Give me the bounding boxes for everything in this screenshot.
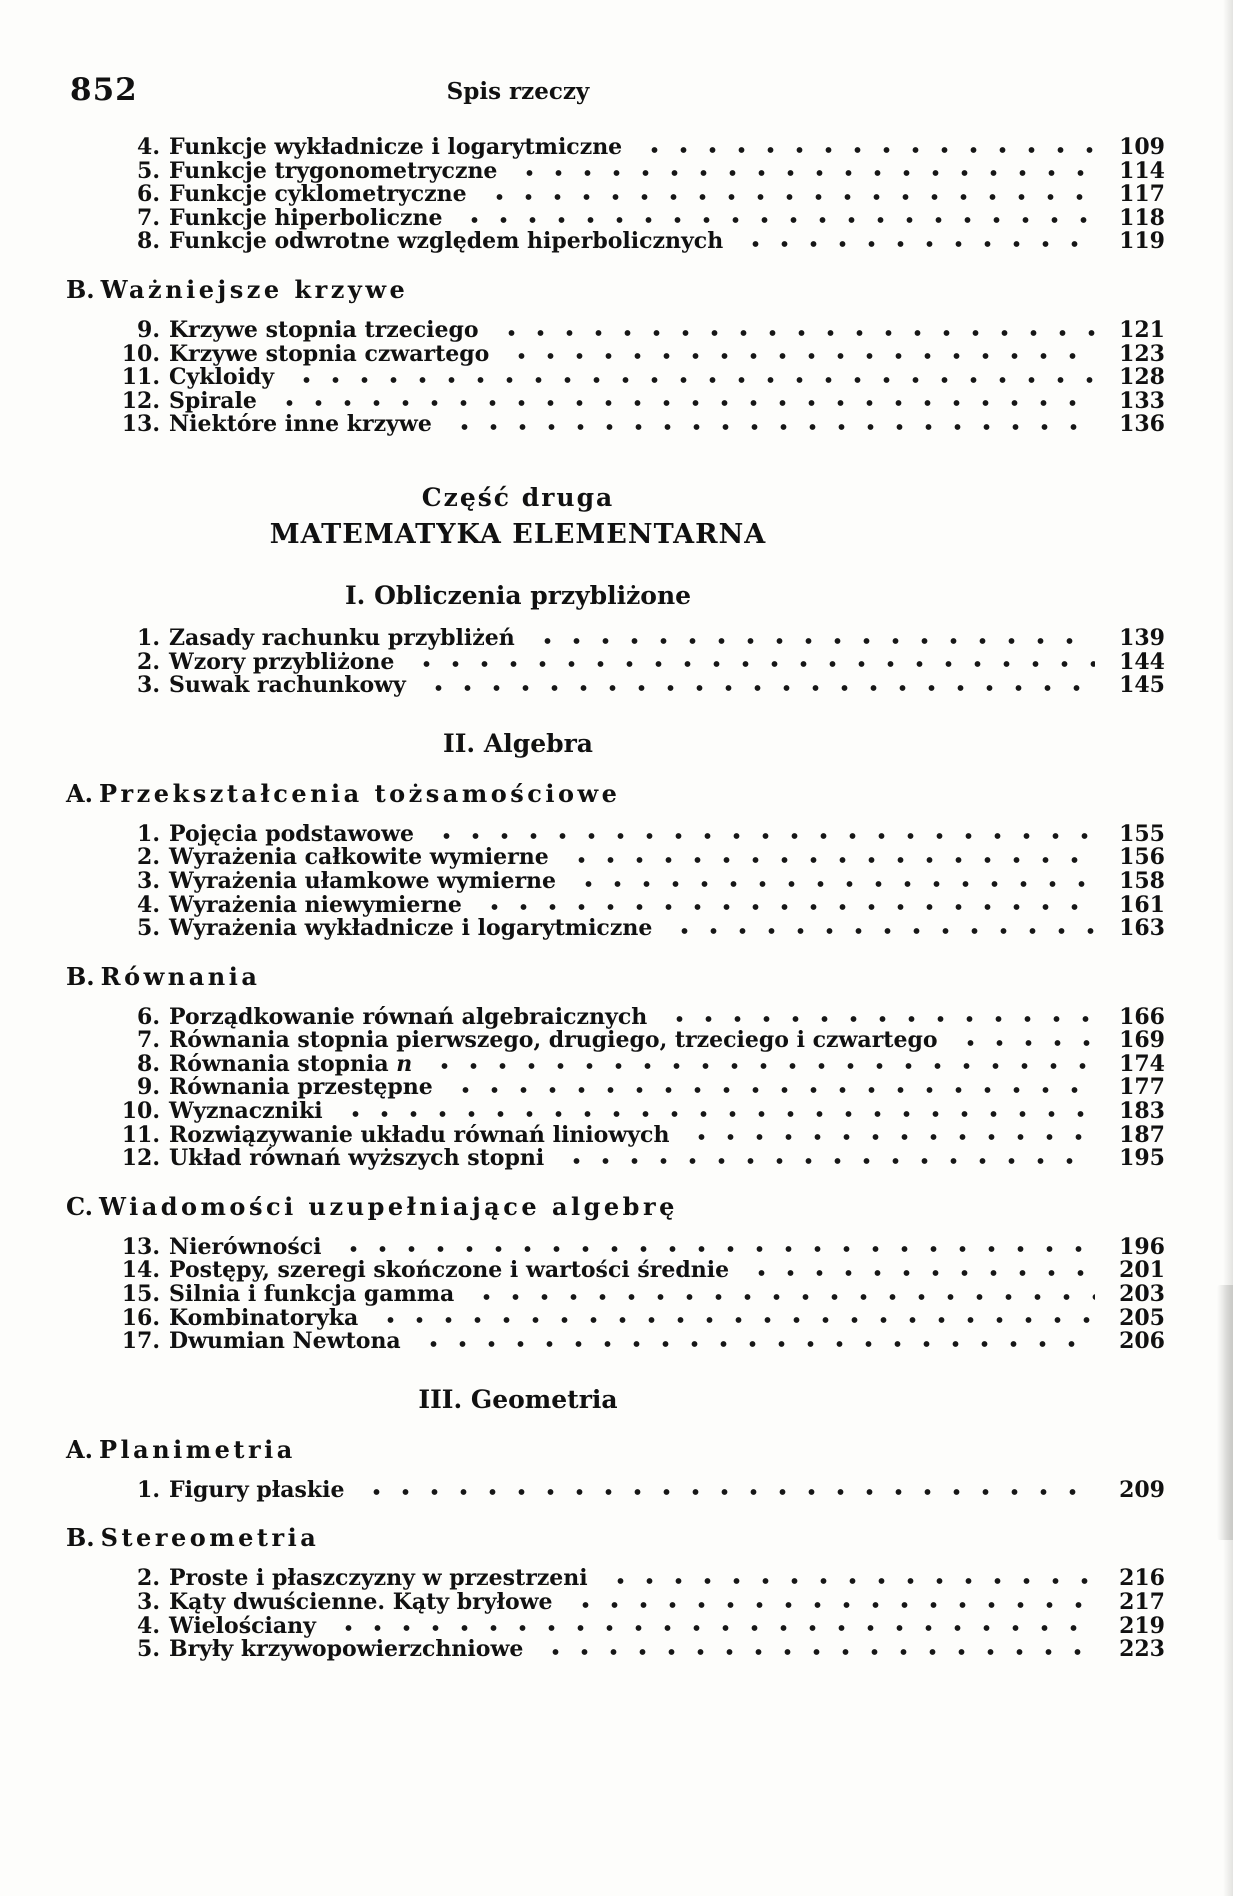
toc-entry-number: 1.	[137, 820, 160, 847]
toc-entry-title: Wielościany	[169, 1612, 316, 1639]
toc-entry-number: 5.	[137, 157, 160, 184]
toc-entry-number: 11.	[121, 364, 160, 391]
toc-entry-page: 166	[1119, 1003, 1165, 1030]
running-header: Spis rzeczy	[446, 78, 590, 105]
dot-leader	[638, 142, 1095, 156]
toc-entry-title: Proste i płaszczyzny w przestrzeni	[169, 1565, 588, 1592]
toc-entry-page: 206	[1119, 1328, 1165, 1355]
dot-leader	[495, 325, 1095, 339]
dot-leader	[604, 1573, 1095, 1587]
dot-leader	[685, 1129, 1095, 1143]
toc-entry-number: 1.	[137, 624, 160, 651]
dot-leader	[410, 656, 1095, 670]
toc-entry-title: Silnia i funkcja gamma	[169, 1281, 455, 1308]
toc-entry-title: Bryły krzywopowierzchniowe	[169, 1636, 524, 1663]
toc-section-title: Równania	[100, 961, 261, 991]
dot-leader	[360, 1484, 1095, 1498]
toc-part-subtitle: Część druga	[421, 482, 615, 512]
toc-entry-title: Równania stopnia pierwszego, drugiego, trzeciego i czwartego	[169, 1027, 938, 1054]
toc-entry-page: 123	[1119, 340, 1165, 367]
toc-entry-number: 6.	[137, 181, 160, 208]
toc-entry	[68, 820, 1165, 847]
toc-entry-page: 203	[1119, 1281, 1165, 1308]
dot-leader	[430, 828, 1095, 842]
toc-entry-number: 10.	[121, 1098, 160, 1125]
toc-entry	[68, 674, 1165, 698]
toc-entry-title: Układ równań wyższych stopni	[169, 1145, 545, 1172]
toc-entry-number: 1.	[137, 1476, 160, 1503]
toc-entry-page: 195	[1119, 1145, 1165, 1172]
toc-section-title: Planimetria	[98, 1434, 296, 1464]
toc-entry-title: Porządkowanie równań algebraicznych	[169, 1003, 648, 1030]
toc-entry-number: 7.	[137, 1027, 160, 1054]
dot-leader	[531, 633, 1095, 647]
toc-section-heading	[66, 1192, 1165, 1221]
dot-leader	[470, 1289, 1095, 1303]
toc-entry	[68, 1050, 1165, 1077]
toc-entry-number: 4.	[137, 134, 160, 160]
toc-entry-page: 183	[1119, 1098, 1165, 1125]
toc-entry	[68, 648, 1165, 675]
toc-entry-title: Funkcje hiperboliczne	[169, 204, 443, 231]
toc-section-label: C.	[66, 1191, 94, 1221]
toc-entry-page: 145	[1119, 672, 1165, 699]
dot-leader	[478, 899, 1095, 913]
toc-entry-title: Krzywe stopnia trzeciego	[169, 316, 479, 343]
toc-section-label: B.	[66, 274, 95, 304]
toc-entry-number: 12.	[121, 1145, 160, 1172]
toc-entry	[68, 1591, 1165, 1615]
toc-entry	[68, 1283, 1165, 1307]
toc-entry-page: 158	[1119, 867, 1165, 894]
toc-entry-number: 3.	[137, 672, 160, 699]
toc-entry	[68, 917, 1165, 941]
dot-leader	[332, 1620, 1095, 1634]
toc-entry-title: Nierówności	[169, 1233, 322, 1260]
toc-entry	[68, 1233, 1165, 1260]
toc-entry	[68, 1476, 1165, 1503]
toc-section-title: Stereometria	[100, 1523, 320, 1553]
dot-leader	[539, 1644, 1095, 1658]
toc-part-heading	[68, 483, 968, 550]
toc-entry	[68, 366, 1165, 390]
toc-section-heading	[66, 275, 1165, 304]
toc-entry-number: 10.	[121, 340, 160, 367]
toc-section-label: A.	[66, 778, 93, 808]
toc-entry-page: 219	[1119, 1612, 1165, 1639]
dot-leader	[273, 395, 1095, 409]
dot-leader	[663, 1011, 1095, 1025]
toc-entry-page: 114	[1119, 157, 1165, 184]
dot-leader	[954, 1035, 1096, 1049]
dot-leader	[422, 680, 1095, 694]
page-content	[68, 72, 1165, 1662]
toc-entry	[68, 1003, 1165, 1030]
toc-entry-number: 2.	[137, 1565, 160, 1592]
toc-entry-number: 16.	[121, 1304, 160, 1331]
toc-entry-number: 17.	[121, 1328, 160, 1355]
scan-edge-shadow	[1223, 0, 1233, 1896]
toc-entry-number: 15.	[121, 1281, 160, 1308]
toc-entry	[68, 316, 1165, 343]
dot-leader	[417, 1336, 1095, 1350]
toc-entry-page: 217	[1119, 1589, 1165, 1615]
toc-entry-page: 187	[1119, 1121, 1165, 1148]
scan-shadow-band	[1217, 1285, 1233, 1540]
toc-entry-number: 2.	[137, 844, 160, 871]
toc-part-title: MATEMATYKA ELEMENTARNA	[269, 518, 767, 550]
toc-entry-page: 156	[1119, 844, 1165, 871]
toc-entry	[68, 157, 1165, 184]
dot-leader	[458, 212, 1095, 226]
toc-section-label: B.	[66, 1523, 95, 1553]
toc-section-title: Przekształcenia tożsamościowe	[98, 778, 621, 808]
page-header	[68, 72, 1165, 106]
toc-entry-number: 14.	[121, 1257, 160, 1284]
dot-leader	[337, 1241, 1095, 1255]
toc-entry-title: Dwumian Newtona	[169, 1328, 401, 1355]
dot-leader	[739, 236, 1095, 250]
toc-entry-title: Funkcje trygonometryczne	[169, 157, 498, 184]
toc-entry-title: Wyznaczniki	[169, 1098, 323, 1125]
toc-entry-title: Funkcje wykładnicze i logarytmiczne	[169, 134, 623, 160]
toc-entry	[68, 1612, 1165, 1639]
toc-entry-title: Pojęcia podstawowe	[169, 820, 415, 847]
toc-entry	[68, 1076, 1165, 1100]
toc-entry-number: 9.	[137, 1074, 160, 1101]
toc-chapter-heading: I. Obliczenia przybliżone	[344, 580, 692, 610]
toc-entry	[68, 136, 1165, 160]
toc-entry-title: Postępy, szeregi skończone i wartości średnie	[169, 1257, 730, 1284]
toc-entry-title: Wzory przybliżone	[169, 648, 395, 675]
toc-entry	[68, 1029, 1165, 1053]
toc-entry-title: Wyrażenia wykładnicze i logarytmiczne	[169, 915, 653, 942]
dot-leader	[572, 876, 1095, 890]
toc-entry-page: 109	[1119, 134, 1165, 160]
toc-entry	[68, 1638, 1165, 1662]
toc-entry-number: 12.	[121, 387, 160, 414]
table-of-contents	[68, 136, 1165, 1662]
toc-entry-page: 118	[1119, 204, 1165, 231]
toc-entry-number: 6.	[137, 1003, 160, 1030]
toc-entry-title: Zasady rachunku przybliżeń	[169, 624, 515, 651]
toc-section-label: B.	[66, 961, 95, 991]
dot-leader	[483, 189, 1095, 203]
toc-entry-number: 8.	[137, 228, 160, 255]
toc-entry	[68, 1121, 1165, 1148]
toc-entry-page: 223	[1119, 1636, 1165, 1663]
toc-entry	[68, 413, 1165, 437]
dot-leader	[505, 348, 1095, 362]
toc-entry-title: Krzywe stopnia czwartego	[169, 340, 490, 367]
toc-section-heading	[66, 1523, 1165, 1552]
toc-entry	[68, 867, 1165, 894]
toc-entry-title: Równania stopnia n	[169, 1050, 413, 1077]
toc-entry-number: 13.	[121, 1233, 160, 1260]
toc-entry-number: 9.	[137, 316, 160, 343]
toc-entry-title: Suwak rachunkowy	[169, 672, 406, 699]
toc-entry-page: 139	[1119, 624, 1165, 651]
toc-entry-number: 7.	[137, 204, 160, 231]
toc-entry	[68, 204, 1165, 231]
toc-entry-page: 117	[1119, 181, 1165, 208]
toc-entry-number: 2.	[137, 648, 160, 675]
toc-entry-title: Cykloidy	[169, 364, 275, 391]
toc-entry-title: Wyrażenia całkowite wymierne	[169, 844, 549, 871]
toc-entry-number: 4.	[137, 1612, 160, 1639]
toc-entry-number: 11.	[121, 1121, 160, 1148]
dot-leader	[290, 372, 1095, 386]
toc-entry-title: Funkcje odwrotne względem hiperbolicznych	[169, 228, 724, 255]
toc-entry	[68, 1259, 1165, 1283]
dot-leader	[569, 1597, 1095, 1611]
toc-entry-page: 177	[1119, 1074, 1165, 1101]
toc-entry-title: Spirale	[169, 387, 257, 414]
toc-section-heading	[66, 779, 1165, 808]
dot-leader	[339, 1106, 1095, 1120]
toc-entry	[68, 1100, 1165, 1124]
toc-entry-page: 161	[1119, 891, 1165, 918]
toc-entry-page: 144	[1119, 648, 1165, 675]
toc-entry	[68, 891, 1165, 918]
toc-entry-title: Kąty dwuścienne. Kąty bryłowe	[169, 1589, 553, 1615]
toc-entry-title: Niektóre inne krzywe	[169, 411, 432, 438]
toc-entry-page: 216	[1119, 1565, 1165, 1592]
toc-entry-page: 121	[1119, 316, 1165, 343]
toc-chapter-heading: II. Algebra	[443, 728, 593, 758]
toc-entry-page: 163	[1119, 915, 1165, 942]
toc-entry	[68, 387, 1165, 414]
toc-entry-page: 155	[1119, 820, 1165, 847]
toc-chapter-heading: III. Geometria	[418, 1384, 618, 1414]
dot-leader	[374, 1312, 1095, 1326]
toc-entry-title: Wyrażenia niewymierne	[169, 891, 462, 918]
toc-entry-number: 5.	[137, 915, 160, 942]
toc-entry-number: 8.	[137, 1050, 160, 1077]
toc-entry-number: 5.	[137, 1636, 160, 1663]
toc-entry-title: Wyrażenia ułamkowe wymierne	[169, 867, 557, 894]
toc-entry-page: 196	[1119, 1233, 1165, 1260]
toc-section-label: A.	[66, 1434, 93, 1464]
toc-entry-page: 209	[1119, 1476, 1165, 1503]
toc-section-title: Wiadomości uzupełniające algebrę	[99, 1191, 678, 1221]
toc-entry-page: 133	[1119, 387, 1165, 414]
toc-entry-page: 119	[1119, 228, 1165, 255]
dot-leader	[565, 852, 1095, 866]
toc-entry	[68, 1147, 1165, 1171]
toc-entry-title: Rozwiązywanie układu równań liniowych	[169, 1121, 670, 1148]
toc-entry	[68, 340, 1165, 367]
toc-entry-number: 3.	[137, 1589, 160, 1615]
toc-entry-title: Równania przestępne	[169, 1074, 433, 1101]
dot-leader	[428, 1058, 1095, 1072]
toc-entry	[68, 230, 1165, 254]
toc-entry-page: 205	[1119, 1304, 1165, 1331]
toc-entry	[68, 846, 1165, 870]
dot-leader	[560, 1153, 1095, 1167]
toc-entry-page: 136	[1119, 411, 1165, 438]
toc-entry-number: 4.	[137, 891, 160, 918]
toc-section-title: Ważniejsze krzywe	[100, 274, 409, 304]
dot-leader	[448, 419, 1095, 433]
toc-entry	[68, 624, 1165, 651]
toc-entry-page: 201	[1119, 1257, 1165, 1284]
toc-entry-title: Figury płaskie	[169, 1476, 345, 1503]
toc-entry	[68, 1330, 1165, 1354]
toc-entry	[68, 1567, 1165, 1591]
dot-leader	[668, 923, 1095, 937]
dot-leader	[513, 165, 1095, 179]
dot-leader	[745, 1265, 1095, 1279]
toc-entry-title: Kombinatoryka	[169, 1304, 359, 1331]
toc-entry-title: Funkcje cyklometryczne	[169, 181, 467, 208]
toc-entry	[68, 1304, 1165, 1331]
toc-entry-page: 174	[1119, 1050, 1165, 1077]
book-page-number: 852	[70, 72, 138, 108]
toc-section-heading	[66, 962, 1165, 991]
dot-leader	[449, 1082, 1095, 1096]
toc-entry	[68, 183, 1165, 207]
toc-entry-number: 13.	[121, 411, 160, 438]
toc-entry-page: 128	[1119, 364, 1165, 391]
toc-section-heading	[66, 1435, 1165, 1464]
toc-entry-page: 169	[1119, 1027, 1165, 1054]
toc-entry-number: 3.	[137, 867, 160, 894]
